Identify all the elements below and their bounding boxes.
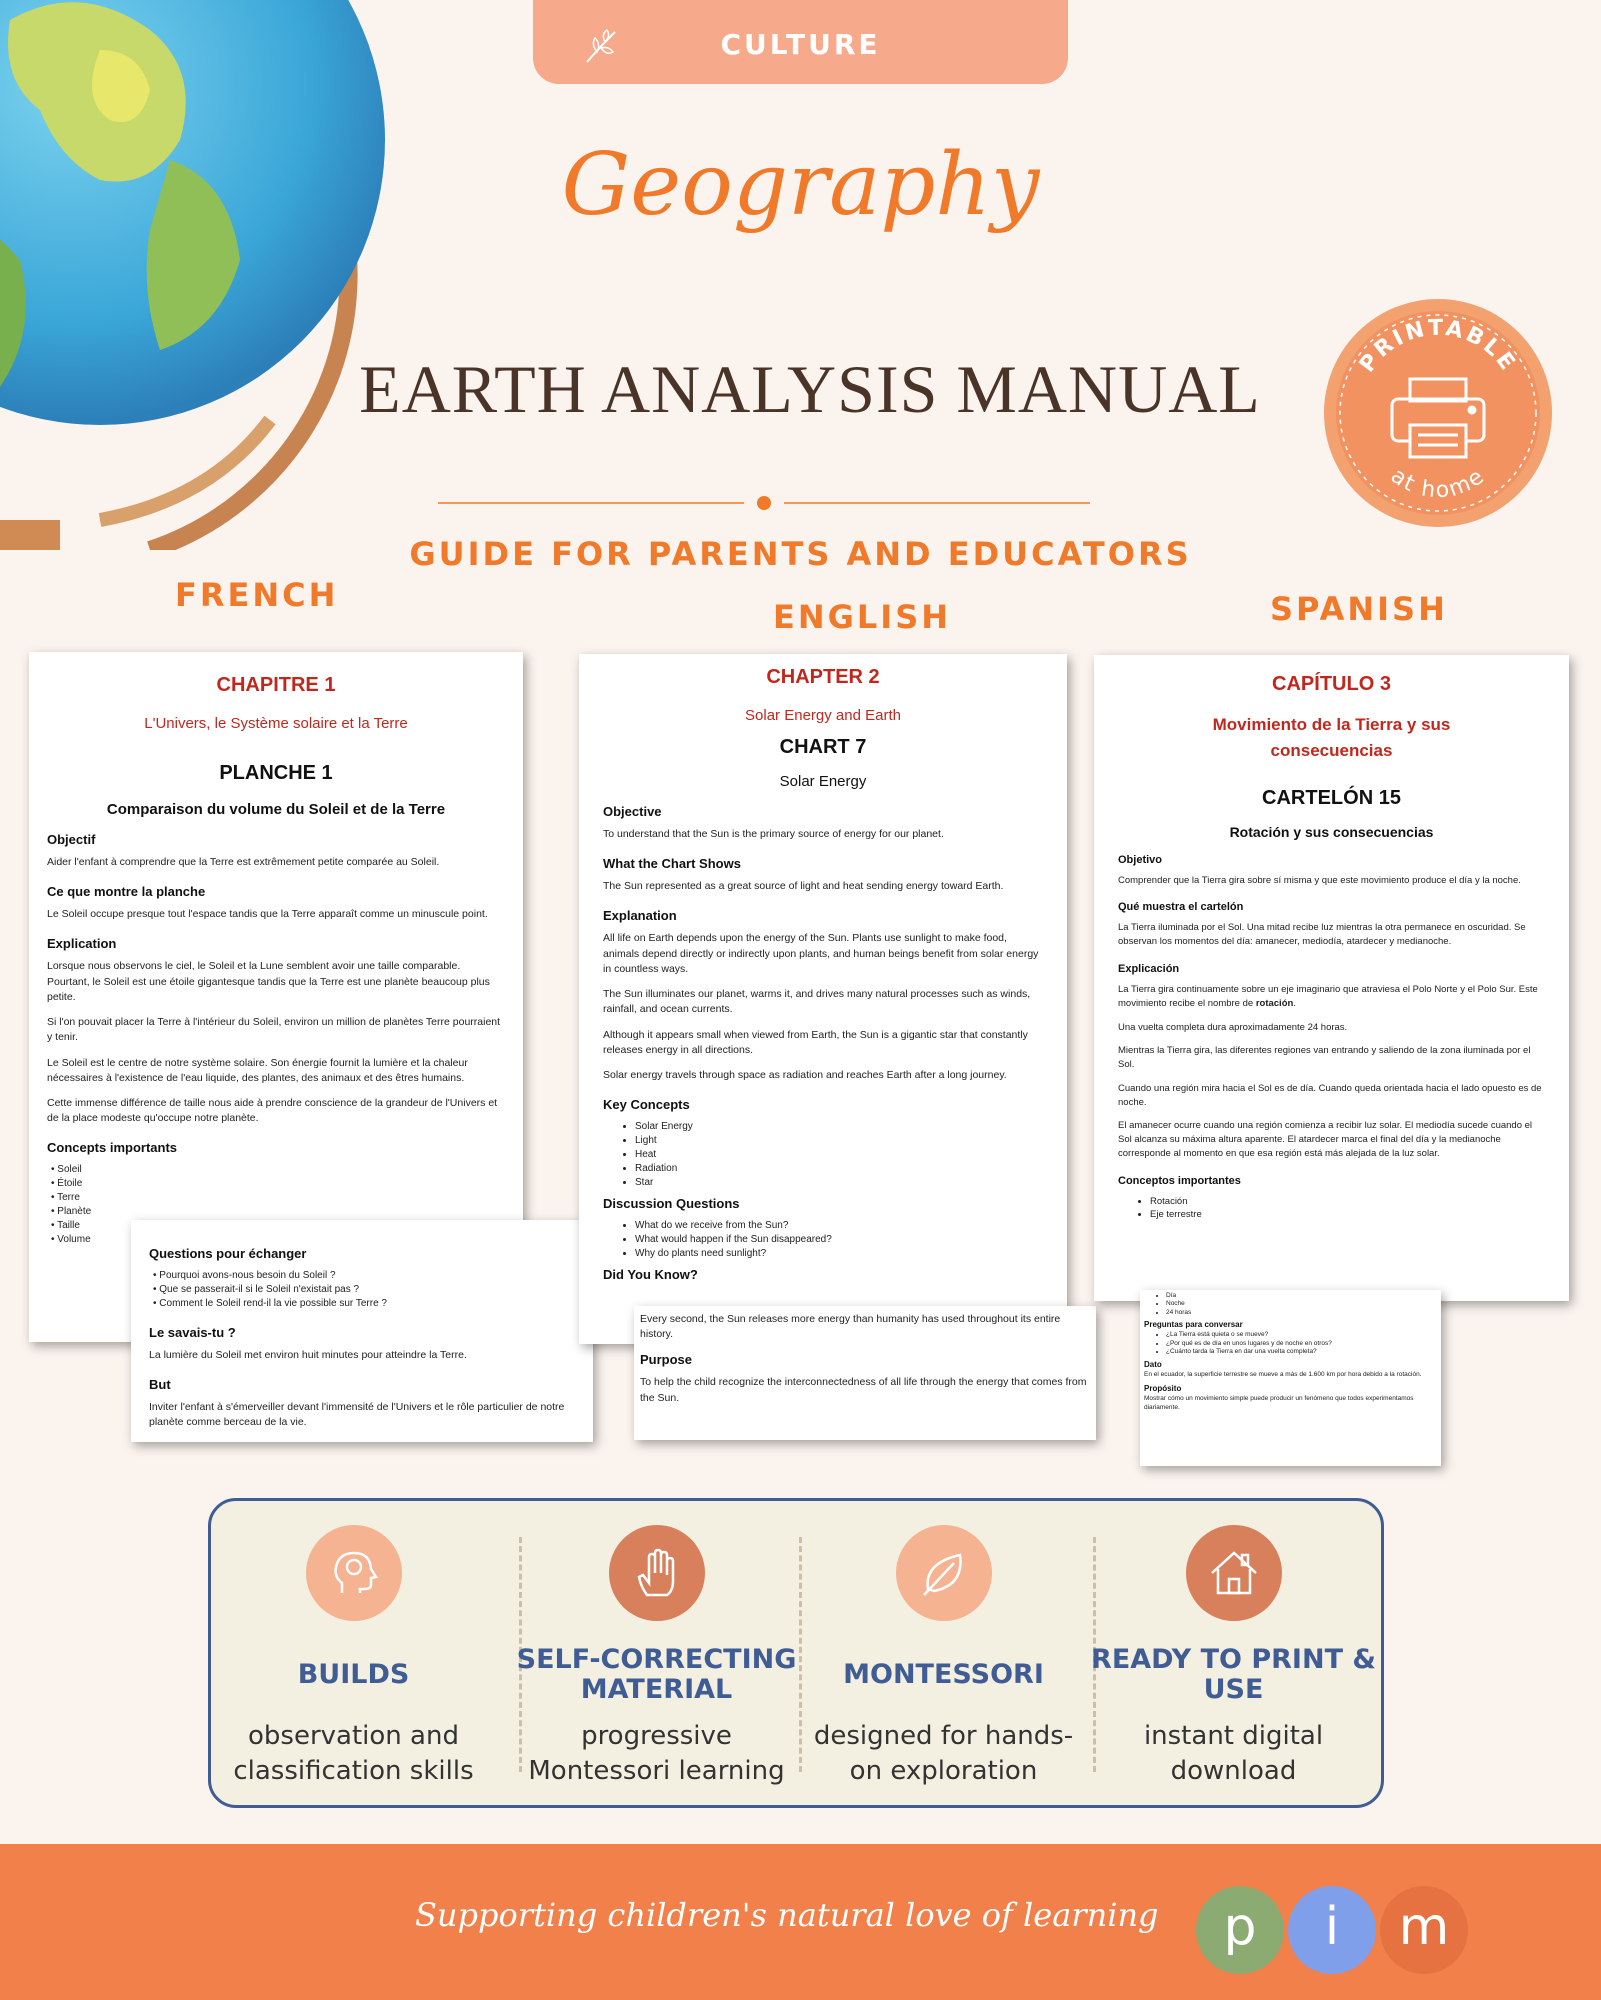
- english-know: Every second, the Sun releases more energy than humanity has used throughout its entire history.: [640, 1313, 1061, 1341]
- spanish-document-page-2: [1140, 1290, 1441, 1466]
- english-chapter-title: Solar Energy and Earth: [745, 707, 901, 724]
- french-explanation-heading: Explication: [47, 936, 117, 952]
- spanish-concepts-list: [1118, 1195, 1545, 1222]
- subtitle: GUIDE FOR PARENTS AND EDUCATORS: [409, 535, 1192, 573]
- logo-letter-i: i: [1288, 1886, 1376, 1974]
- french-chapter: CHAPITRE 1: [216, 674, 336, 696]
- page-title: EARTH ANALYSIS MANUAL: [359, 351, 1261, 427]
- french-explanation-2: Si l'on pouvait placer la Terre à l'intérieur du Soleil, environ un million de planètes Terre pourraient y tenir.: [47, 1016, 501, 1044]
- list-item: • ¿Por qué es de día en unos lugares y de noche en otros?: [1166, 1340, 1437, 1348]
- language-label-french: FRENCH: [175, 576, 339, 614]
- spanish-explanation-1-bold: rotación: [1255, 997, 1294, 1009]
- french-document-page-2: [131, 1220, 593, 1442]
- spanish-explanation-2: Una vuelta completa dura aproximadamente 24 horas.: [1118, 1021, 1348, 1033]
- footer: [0, 1844, 1601, 2000]
- spanish-chapter: CAPÍTULO 3: [1272, 673, 1391, 695]
- feature-title: BUILDS: [297, 1659, 410, 1691]
- printable-badge: [1322, 297, 1554, 529]
- french-explanation-4: Cette immense différence de taille nous aide à prendre conscience de la grandeur de l'Univers et de la place modeste qu'occupe notre planète.: [47, 1096, 498, 1125]
- spanish-concepts-list-2: [1144, 1292, 1437, 1317]
- french-explanation-3: Le Soleil est le centre de notre système solaire. Son énergie fournit la lumière et la chaleur nécessaires à l'existence de l'eau liquide, des plantes, des animaux et des êtres humains.: [47, 1056, 468, 1084]
- english-purpose: To help the child recognize the interconnectedness of all life through the energy that comes from the Sun.: [640, 1376, 1087, 1404]
- spanish-concepts-heading: Conceptos importantes: [1118, 1174, 1241, 1187]
- french-know-heading: Le savais-tu ?: [149, 1325, 236, 1340]
- list-item: • Star: [635, 1176, 1043, 1190]
- list-item: • Taille: [51, 1220, 80, 1232]
- french-plate-title: Comparaison du volume du Soleil et de la Terre: [106, 801, 446, 818]
- list-item: • Heat: [635, 1148, 1043, 1162]
- english-chapter: CHAPTER 2: [766, 666, 880, 688]
- list-item: • What would happen if the Sun disappeared?: [635, 1233, 1043, 1247]
- feature-title: READY TO PRINT & USE: [1091, 1644, 1376, 1705]
- feature-title: MONTESSORI: [843, 1659, 1044, 1691]
- language-label-spanish: SPANISH: [1270, 590, 1448, 628]
- english-explanation-heading: Explanation: [603, 908, 677, 924]
- list-item: • What do we receive from the Sun?: [635, 1219, 1043, 1233]
- english-document-page-2: [634, 1306, 1096, 1440]
- english-explanation-3: Although it appears small when viewed from Earth, the Sun is a gigantic star that constantly releases energy in all directions.: [603, 1028, 1028, 1056]
- logo-letter-p: p: [1196, 1886, 1284, 1974]
- french-objective-heading: Objectif: [47, 832, 96, 847]
- spanish-questions-list: [1144, 1331, 1437, 1356]
- list-item: • Noche: [1166, 1300, 1437, 1308]
- list-item: • ¿Cuánto tarda la Tierra en dar una vuelta completa?: [1166, 1348, 1437, 1356]
- house-icon: [1186, 1525, 1282, 1621]
- spanish-fact: En el ecuador, la superficie terrestre se mueve a más de 1.600 km por hora debido a la rotación.: [1144, 1370, 1422, 1378]
- french-goal: Inviter l'enfant à s'émerveiller devant l'immensité de l'Univers et le rôle particulier de notre planète comme berceau de la vie.: [149, 1401, 565, 1429]
- french-objective: Aider l'enfant à comprendre que la Terre est extrêmement petite comparée au Soleil.: [47, 856, 440, 868]
- french-shows: Le Soleil occupe presque tout l'espace tandis que la Terre apparaît comme un minuscule point.: [47, 908, 488, 921]
- feature-description: designed for hands-on exploration: [813, 1721, 1074, 1787]
- spanish-explanation-heading: Explicación: [1118, 962, 1180, 975]
- feature-description: progressive Montessori learning: [528, 1721, 785, 1787]
- list-item: • Comment le Soleil rend-il la vie possible sur Terre ?: [153, 1298, 387, 1309]
- hand-icon: [609, 1525, 705, 1621]
- list-item: • Eje terrestre: [1150, 1208, 1545, 1221]
- english-objective: To understand that the Sun is the primary source of energy for our planet.: [603, 828, 944, 840]
- list-item: • Día: [1166, 1292, 1437, 1300]
- english-explanation-4: Solar energy travels through space as radiation and reaches Earth after a long journey.: [603, 1068, 1007, 1081]
- french-explanation-1: Lorsque nous observons le ciel, le Soleil et la Lune semblent avoir une taille comparable. Pourtant, le Soleil est une étoile gigantesque tandis que la Terre est une planète beaucoup plus petite.: [47, 960, 490, 1003]
- culture-tab: [533, 0, 1068, 84]
- spanish-objective: Comprender que la Tierra gira sobre sí misma y que este movimiento produce el día y la noche.: [1118, 874, 1521, 886]
- language-label-english: ENGLISH: [773, 598, 952, 636]
- english-concepts-heading: Key Concepts: [603, 1097, 690, 1113]
- spanish-explanation-3: Mientras la Tierra gira, las diferentes regiones van entrando y saliendo de la zona iluminada por el Sol.: [1118, 1045, 1531, 1071]
- french-chapter-title: L'Univers, le Système solaire et la Terre: [144, 715, 408, 732]
- spanish-explanation-1-c: .: [1293, 997, 1296, 1009]
- list-item: • Radiation: [635, 1162, 1043, 1176]
- spanish-shows-heading: Qué muestra el cartelón: [1118, 901, 1244, 914]
- list-item: • Why do plants need sunlight?: [635, 1247, 1043, 1261]
- feature-montessori: [801, 1501, 1086, 1805]
- list-item: • Terre: [51, 1192, 80, 1204]
- badge-top-text: PRINTABLE: [1354, 315, 1522, 378]
- list-item: • Rotación: [1150, 1195, 1545, 1208]
- features-panel: [208, 1498, 1384, 1808]
- spanish-explanation-1: [1118, 983, 1545, 1011]
- list-item: • Que se passerait-il si le Soleil n'existait pas ?: [153, 1284, 360, 1295]
- english-explanation-2: The Sun illuminates our planet, warms it, and drives many natural processes such as winds, rainfall, and ocean currents.: [603, 988, 1031, 1016]
- badge-bottom-text: at home: [1386, 463, 1490, 504]
- english-explanation-1: All life on Earth depends upon the energy of the Sun. Plants use sunlight to make food, animals depend directly or indirectly upon plants, and human beings benefit from solar energy in countless ways.: [603, 932, 1039, 975]
- spanish-chart-title: Rotación y sus consecuencias: [1229, 823, 1434, 840]
- english-concepts-list: [603, 1120, 1043, 1190]
- french-shows-heading: Ce que montre la planche: [47, 884, 206, 900]
- globe-illustration: [0, 0, 420, 550]
- footer-tagline: Supporting children's natural love of learning: [415, 1896, 1159, 1934]
- spanish-questions-heading: Preguntas para conversar: [1144, 1320, 1243, 1330]
- spanish-shows: La Tierra iluminada por el Sol. Una mitad recibe luz mientras la otra permanece en oscuridad. Se observan los momentos del día: amanecer, mediodía, atardecer y medianoche.: [1118, 922, 1526, 948]
- english-know-heading: Did You Know?: [603, 1267, 698, 1283]
- list-item: • Planète: [51, 1206, 92, 1218]
- english-questions-heading: Discussion Questions: [603, 1196, 740, 1212]
- list-item: • ¿La Tierra está quieta o se mueve?: [1166, 1331, 1437, 1339]
- feature-description: observation and classification skills: [233, 1721, 474, 1787]
- french-plate: PLANCHE 1: [219, 762, 333, 784]
- list-item: • Pourquoi avons-nous besoin du Soleil ?: [153, 1270, 336, 1281]
- french-goal-heading: But: [149, 1377, 171, 1393]
- list-item: • Solar Energy: [635, 1120, 1043, 1134]
- feature-title: SELF-CORRECTING MATERIAL: [516, 1644, 797, 1705]
- english-shows: The Sun represented as a great source of light and heat sending energy toward Earth.: [603, 880, 1004, 893]
- french-concepts-heading: Concepts importants: [47, 1140, 178, 1156]
- leaf-icon: [896, 1525, 992, 1621]
- spanish-chapter-title: Movimiento de la Tierra y sus consecuencias: [1212, 715, 1451, 761]
- culture-label: CULTURE: [720, 28, 881, 61]
- english-document-page: [579, 654, 1067, 1344]
- list-item: • Étoile: [51, 1178, 83, 1190]
- spanish-purpose-heading: Propósito: [1144, 1384, 1182, 1394]
- feature-builds: [211, 1501, 496, 1805]
- list-item: • Volume: [51, 1234, 91, 1246]
- spanish-explanation-1-a: La Tierra gira continuamente sobre un eje imaginario que atraviesa el Polo Norte y el Polo Sur. Este movimiento recibe el nombre de: [1118, 983, 1538, 1009]
- list-item: • Light: [635, 1134, 1043, 1148]
- title-divider: [438, 495, 1090, 511]
- english-purpose-heading: Purpose: [640, 1352, 693, 1368]
- spanish-objective-heading: Objetivo: [1118, 853, 1163, 866]
- head-brain-icon: [306, 1525, 402, 1621]
- french-questions-list: [149, 1269, 575, 1311]
- script-title: Geography: [561, 135, 1040, 235]
- spanish-purpose: Mostrar cómo un movimiento simple puede producir un fenómeno que todos experimentamos diariamente.: [1144, 1395, 1414, 1412]
- list-item: • 24 horas: [1166, 1309, 1437, 1317]
- spanish-explanation-5: El amanecer ocurre cuando una región comienza a recibir luz solar. El mediodía sucede cuando el Sol alcanza su máxima altura aparente. El atardecer marca el final del día y la medianoche corresponde al momento en que esa región está más alejada de la luz solar.: [1118, 1120, 1533, 1159]
- french-questions-heading: Questions pour échanger: [149, 1246, 307, 1261]
- english-objective-heading: Objective: [603, 804, 662, 819]
- english-chart: CHART 7: [779, 736, 867, 758]
- spanish-fact-heading: Dato: [1144, 1359, 1162, 1369]
- spanish-chart: CARTELÓN 15: [1262, 786, 1401, 809]
- english-questions-list: [603, 1219, 1043, 1261]
- spanish-document-page: [1094, 655, 1569, 1301]
- english-shows-heading: What the Chart Shows: [603, 856, 741, 872]
- feature-ready-to-print: [1091, 1501, 1376, 1805]
- feature-self-correcting: [514, 1501, 799, 1805]
- english-chart-title: Solar Energy: [779, 773, 867, 790]
- spanish-explanation-4: Cuando una región mira hacia el Sol es de día. Cuando queda orientada hacia el lado opuesto es de noche.: [1118, 1082, 1542, 1108]
- french-know: La lumière du Soleil met environ huit minutes pour atteindre la Terre.: [149, 1349, 467, 1361]
- list-item: • Soleil: [51, 1164, 82, 1176]
- logo-letter-m: m: [1380, 1886, 1468, 1974]
- feature-description: instant digital download: [1143, 1721, 1324, 1787]
